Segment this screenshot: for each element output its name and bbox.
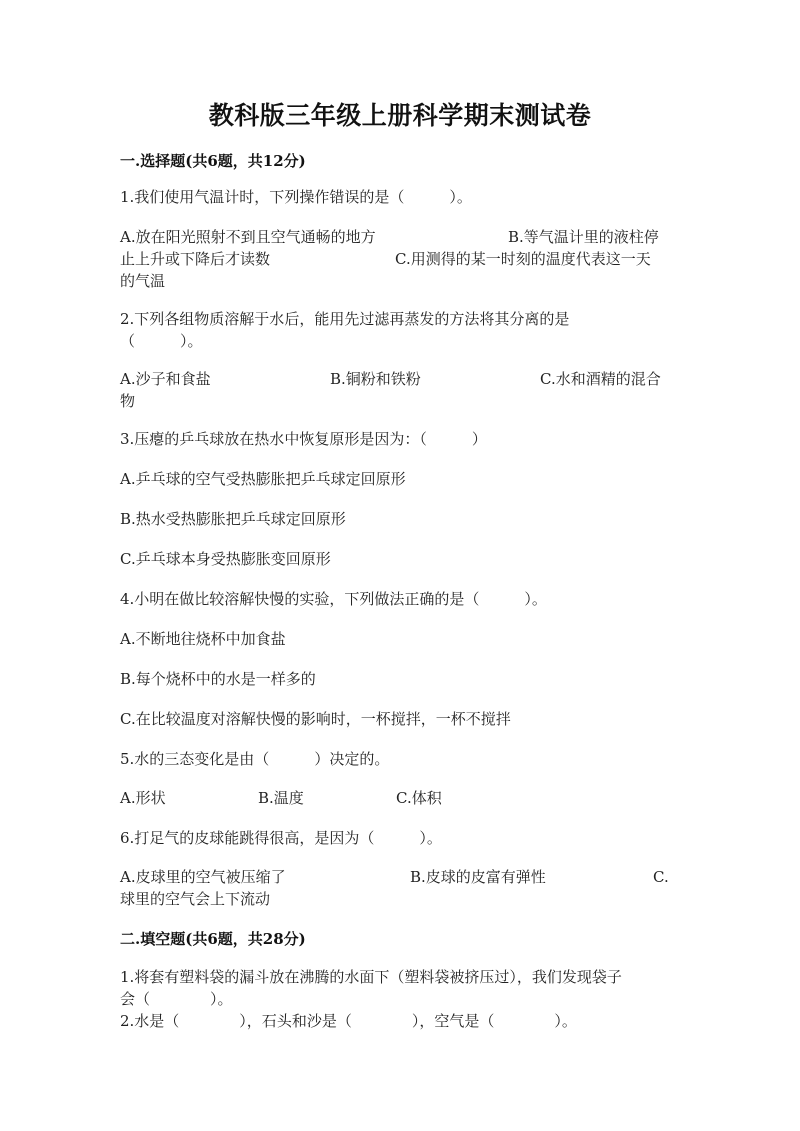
- question-2-option-b: B.铜粉和铁粉: [330, 370, 421, 388]
- question-5-stem: 5.水的三态变化是由（ ）决定的。: [120, 750, 390, 768]
- exam-title: 教科版三年级上册科学期末测试卷: [208, 101, 592, 130]
- question-5-option-b: B.温度: [258, 789, 304, 807]
- question-3-option-a: A.乒乓球的空气受热膨胀把乒乓球定回原形: [120, 470, 406, 488]
- question-1-option-b-cont: 止上升或下降后才读数: [120, 250, 271, 268]
- fill-1-line-1: 1.将套有塑料袋的漏斗放在沸腾的水面下（塑料袋被挤压过），我们发现袋子: [120, 968, 622, 986]
- question-3-option-c: C.乒乓球本身受热膨胀变回原形: [120, 550, 331, 568]
- question-4-option-a: A.不断地往烧杯中加食盐: [120, 630, 286, 648]
- question-2-option-c-cont: 物: [120, 392, 136, 410]
- question-2-stem-cont: （ ）。: [120, 332, 203, 350]
- question-2-stem: 2.下列各组物质溶解于水后，能用先过滤再蒸发的方法将其分离的是: [120, 310, 570, 328]
- fill-1-line-2: 会（ ）。: [120, 990, 233, 1008]
- question-1-option-c-cont: 的气温: [120, 272, 166, 290]
- question-6-option-a: A.皮球里的空气被压缩了: [120, 868, 286, 886]
- question-1-stem: 1.我们使用气温计时，下列操作错误的是（ ）。: [120, 188, 472, 206]
- question-4-stem: 4.小明在做比较溶解快慢的实验，下列做法正确的是（ ）。: [120, 590, 547, 608]
- question-2-option-c: C.水和酒精的混合: [540, 370, 661, 388]
- question-6-stem: 6.打足气的皮球能跳得很高，是因为（ ）。: [120, 829, 442, 847]
- question-1-option-a: A.放在阳光照射不到且空气通畅的地方: [120, 228, 376, 246]
- fill-2-line-1: 2.水是（ ），石头和沙是（ ），空气是（ ）。: [120, 1012, 577, 1030]
- question-3-stem: 3.压瘪的乒乓球放在热水中恢复原形是因为：（ ）: [120, 430, 487, 448]
- question-4-option-b: B.每个烧杯中的水是一样多的: [120, 670, 316, 688]
- question-5-option-a: A.形状: [120, 789, 166, 807]
- question-1-option-c: C.用测得的某一时刻的温度代表这一天: [395, 250, 651, 268]
- question-3-option-b: B.热水受热膨胀把乒乓球定回原形: [120, 510, 346, 528]
- section-heading-fill: 二.填空题(共6题，共28分): [120, 930, 306, 948]
- question-1-option-b: B.等气温计里的液柱停: [508, 228, 659, 246]
- question-6-option-c-cont: 球里的空气会上下流动: [120, 890, 271, 908]
- section-heading-choice: 一.选择题(共6题，共12分): [120, 152, 306, 170]
- question-6-option-b: B.皮球的皮富有弹性: [410, 868, 546, 886]
- question-4-option-c: C.在比较温度对溶解快慢的影响时，一杯搅拌，一杯不搅拌: [120, 710, 511, 728]
- question-2-option-a: A.沙子和食盐: [120, 370, 211, 388]
- question-5-option-c: C.体积: [396, 789, 442, 807]
- question-6-option-c: C.: [653, 868, 669, 886]
